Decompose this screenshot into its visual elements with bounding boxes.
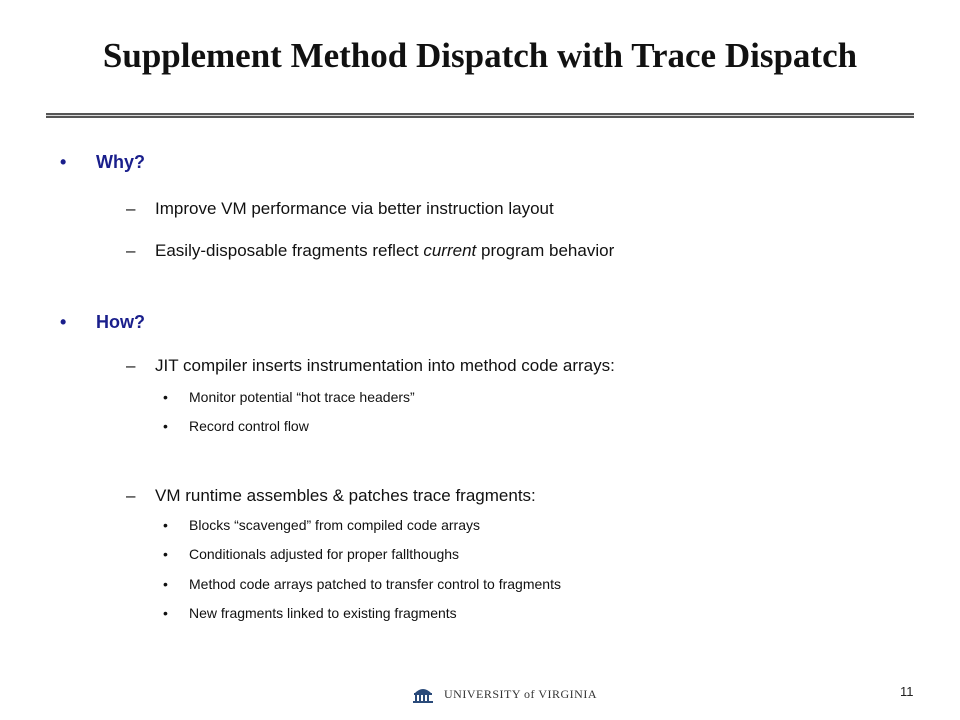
dash-symbol: – <box>126 356 136 375</box>
sub-bullet-symbol: • <box>163 576 168 592</box>
how-item-2 <box>126 486 536 506</box>
sub-text: Conditionals adjusted for proper fallthoughs <box>189 546 460 562</box>
how-item-1 <box>126 356 615 376</box>
how-item-2-text: VM runtime assembles & patches trace fragments: <box>155 486 536 505</box>
sub-bullet-symbol: • <box>163 546 168 562</box>
sub-text: Monitor potential “hot trace headers” <box>189 389 415 405</box>
why-item-2-emphasis: current <box>423 241 477 260</box>
how-item-2-sub-4 <box>163 605 457 621</box>
sub-bullet-symbol: • <box>163 418 168 434</box>
sub-text: New fragments linked to existing fragments <box>189 605 457 621</box>
university-logo <box>412 683 597 705</box>
sub-bullet-symbol: • <box>163 517 168 533</box>
how-item-1-sub-1 <box>163 389 415 405</box>
bullet-how <box>60 312 145 333</box>
bullet-why <box>60 152 145 173</box>
how-item-1-text: JIT compiler inserts instrumentation into method code arrays: <box>155 356 615 375</box>
dash-symbol: – <box>126 486 136 505</box>
bullet-why-label: Why? <box>96 152 145 172</box>
why-item-2-after: program behavior <box>476 241 615 260</box>
sub-bullet-symbol: • <box>163 389 168 405</box>
how-item-1-sub-2 <box>163 418 309 434</box>
bullet-how-label: How? <box>96 312 145 332</box>
logo-text: UNIVERSITY of VIRGINIA <box>444 686 597 701</box>
dash-symbol: – <box>126 199 136 218</box>
why-item-2 <box>126 241 614 261</box>
why-item-1 <box>126 199 554 219</box>
how-item-2-sub-3 <box>163 576 561 592</box>
why-item-2-before: Easily-disposable fragments reflect <box>155 241 424 260</box>
bullet-symbol: • <box>60 312 67 332</box>
dash-symbol: – <box>126 241 136 260</box>
sub-text: Record control flow <box>189 418 309 434</box>
bullet-symbol: • <box>60 152 67 172</box>
slide-title: Supplement Method Dispatch with Trace Dispatch <box>102 36 858 75</box>
how-item-2-sub-2 <box>163 546 459 562</box>
title-divider <box>46 113 914 118</box>
how-item-2-sub-1 <box>163 517 480 533</box>
rotunda-icon <box>412 684 434 704</box>
sub-text: Method code arrays patched to transfer control to fragments <box>189 576 561 592</box>
why-item-1-text: Improve VM performance via better instruction layout <box>155 199 554 218</box>
sub-text: Blocks “scavenged” from compiled code arrays <box>189 517 481 533</box>
sub-bullet-symbol: • <box>163 605 168 621</box>
page-number: 11 <box>900 684 914 699</box>
